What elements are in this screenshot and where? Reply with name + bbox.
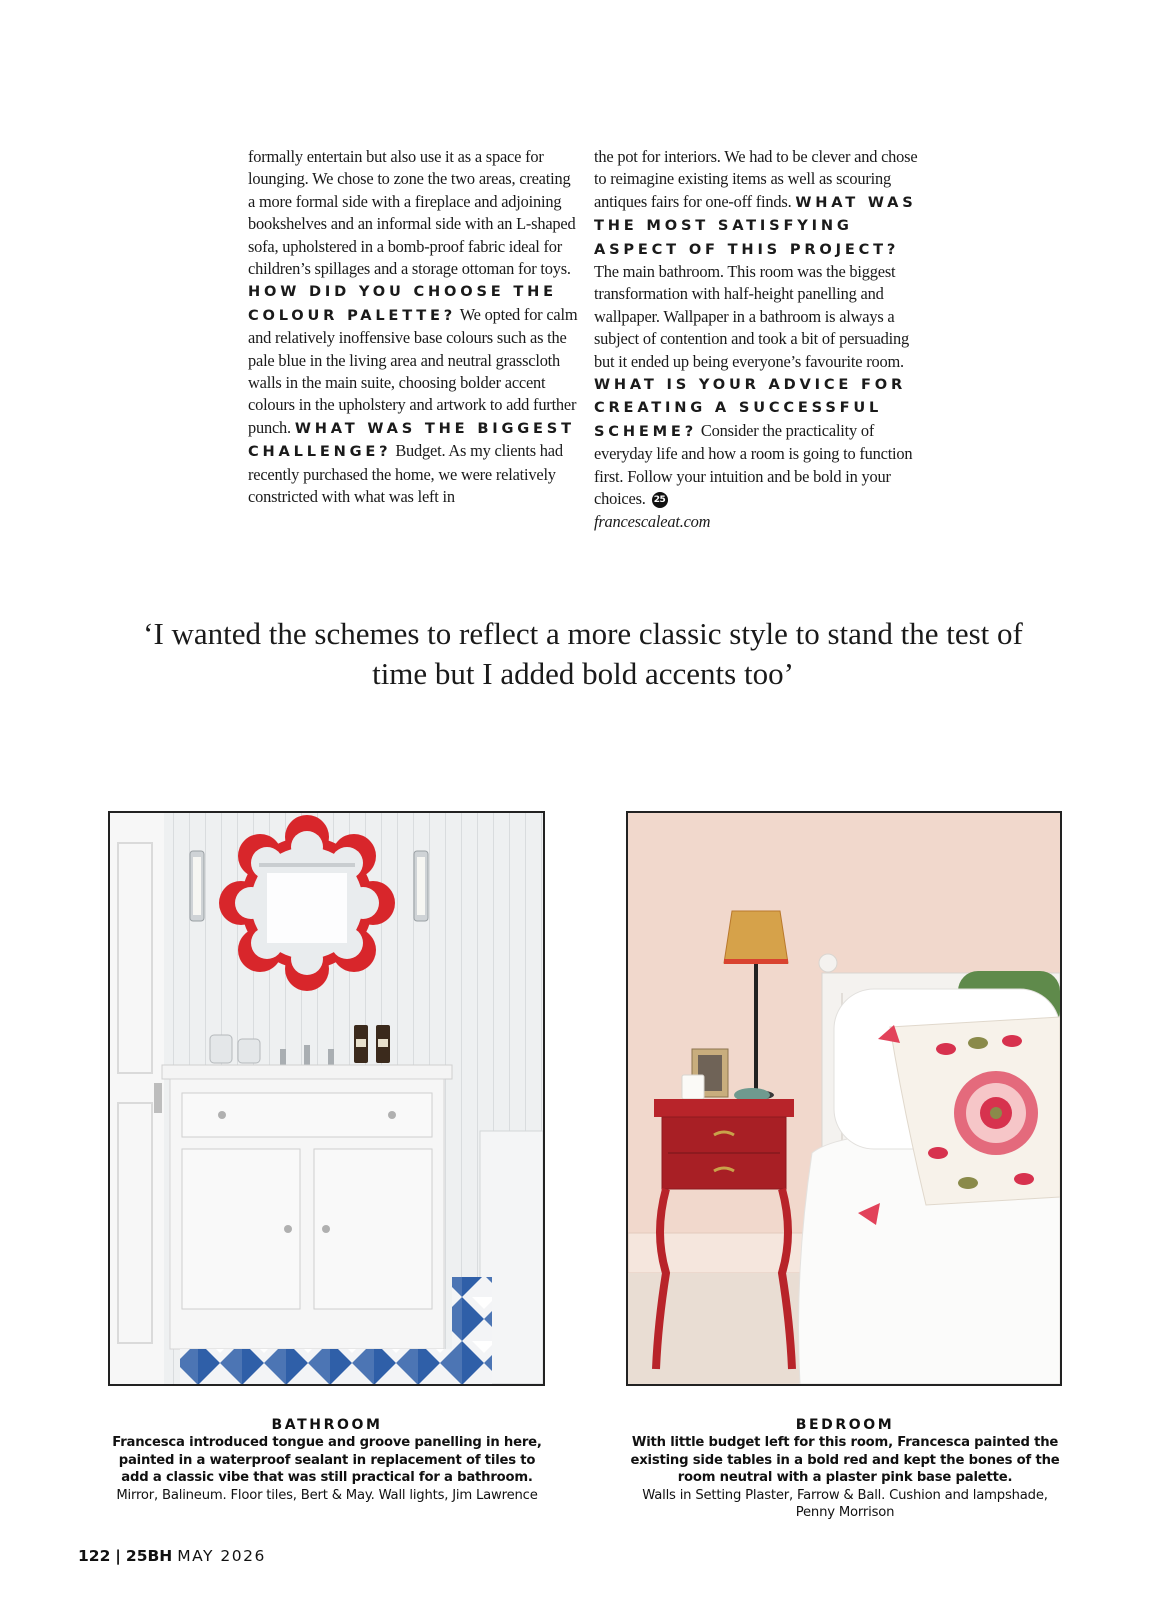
- body-text: The main bathroom. This room was the biggest transformation with half-height panelling and wallpaper. Wallpaper in a bathroom is always a subject of contention and took a bit of persuading but it ended up being everyone’s favourite room.: [594, 262, 910, 371]
- knob-icon: [388, 1111, 396, 1119]
- door-handle-icon: [154, 1083, 162, 1113]
- lampshade: [724, 911, 788, 963]
- caption-credits: Walls in Setting Plaster, Farrow & Ball. Cushion and lampshade, Penny Morrison: [642, 1487, 1048, 1521]
- website-link[interactable]: francescaleat.com: [594, 511, 711, 531]
- bathroom-illustration: [110, 813, 543, 1384]
- bathroom-caption: [112, 1417, 542, 1504]
- knob-icon: [322, 1225, 330, 1233]
- caption-heading: BATHROOM: [271, 1417, 383, 1433]
- glass-jar: [210, 1035, 232, 1063]
- vanity-door: [314, 1149, 432, 1309]
- body-text: We opted for calm and relatively inoffensive base colours such as the pale blue in the living area and neutral grasscloth walls in the main suite, choosing bolder accent colours in the upholstery and artwork to add further punch.: [248, 304, 578, 437]
- candle: [682, 1075, 704, 1099]
- lamp-stand: [754, 964, 758, 1094]
- question-heading: WHAT WAS THE MOST SATISFYING ASPECT OF THIS PROJECT?: [594, 193, 917, 258]
- body-text: Budget. As my clients had recently purchased the home, we were relatively constricted with what was left in: [248, 441, 563, 507]
- knob-icon: [284, 1225, 292, 1233]
- caption-heading: BEDROOM: [795, 1417, 895, 1433]
- magazine-name: 25BH: [125, 1547, 173, 1565]
- bedside-table-top: [654, 1099, 794, 1117]
- body-text: the pot for interiors. We had to be clever and chose to reimagine existing items as well as scouring antiques fairs for one-off finds.: [594, 147, 918, 211]
- bedroom-illustration: [628, 813, 1060, 1384]
- glass-jar: [238, 1039, 260, 1063]
- page-footer: [78, 1547, 266, 1565]
- bathroom-photo: [108, 811, 545, 1386]
- bedroom-photo: [626, 811, 1062, 1386]
- bedroom-caption: [630, 1417, 1060, 1521]
- issue-date: MAY 2026: [177, 1547, 266, 1565]
- wall-light-icon: [190, 851, 204, 921]
- caption-credits: Mirror, Balineum. Floor tiles, Bert & May. Wall lights, Jim Lawrence: [116, 1487, 538, 1503]
- question-heading: WHAT IS YOUR ADVICE FOR CREATING A SUCCESSFUL SCHEME?: [594, 376, 907, 440]
- caption-text: Francesca introduced tongue and groove panelling in here, painted in a waterproof sealant in replacement of tiles to add a classic vibe that was still practical for a bathroom.: [112, 1435, 542, 1486]
- end-mark-icon: 25: [652, 492, 668, 508]
- caption-text: With little budget left for this room, Francesca painted the existing side tables in a bold red and kept the bones of the room neutral with a plaster pink base palette.: [630, 1435, 1060, 1486]
- vanity-door: [182, 1149, 300, 1309]
- question-heading: HOW DID YOU CHOOSE THE COLOUR PALETTE?: [248, 283, 557, 324]
- page-number: 122: [78, 1547, 111, 1565]
- knob-icon: [218, 1111, 226, 1119]
- article-column-right: [594, 146, 924, 533]
- pull-quote: ‘I wanted the schemes to reflect a more classic style to stand the test of time but I added bold accents too’: [143, 616, 1023, 691]
- wall-light-icon: [414, 851, 428, 921]
- body-text: Consider the practicality of everyday life and how a room is going to function first. Follow your intuition and be bold in your choices.: [594, 420, 913, 509]
- vanity-top: [162, 1065, 452, 1079]
- footer-separator: |: [115, 1547, 121, 1565]
- floor-tiles: [452, 1277, 492, 1384]
- body-text: formally entertain but also use it as a space for lounging. We chose to zone the two areas, creating a more formal side with a fireplace and adjoining bookshelves and an informal side with an L-shaped sofa, upholstered in a bomb-proof fabric ideal for children’s spillages and a storage ottoman for toys.: [248, 147, 576, 279]
- floor-tiles: [180, 1349, 452, 1384]
- article-column-left: [248, 146, 578, 509]
- scalloped-mirror: [219, 815, 395, 991]
- question-heading: WHAT WAS THE BIGGEST CHALLENGE?: [248, 419, 575, 461]
